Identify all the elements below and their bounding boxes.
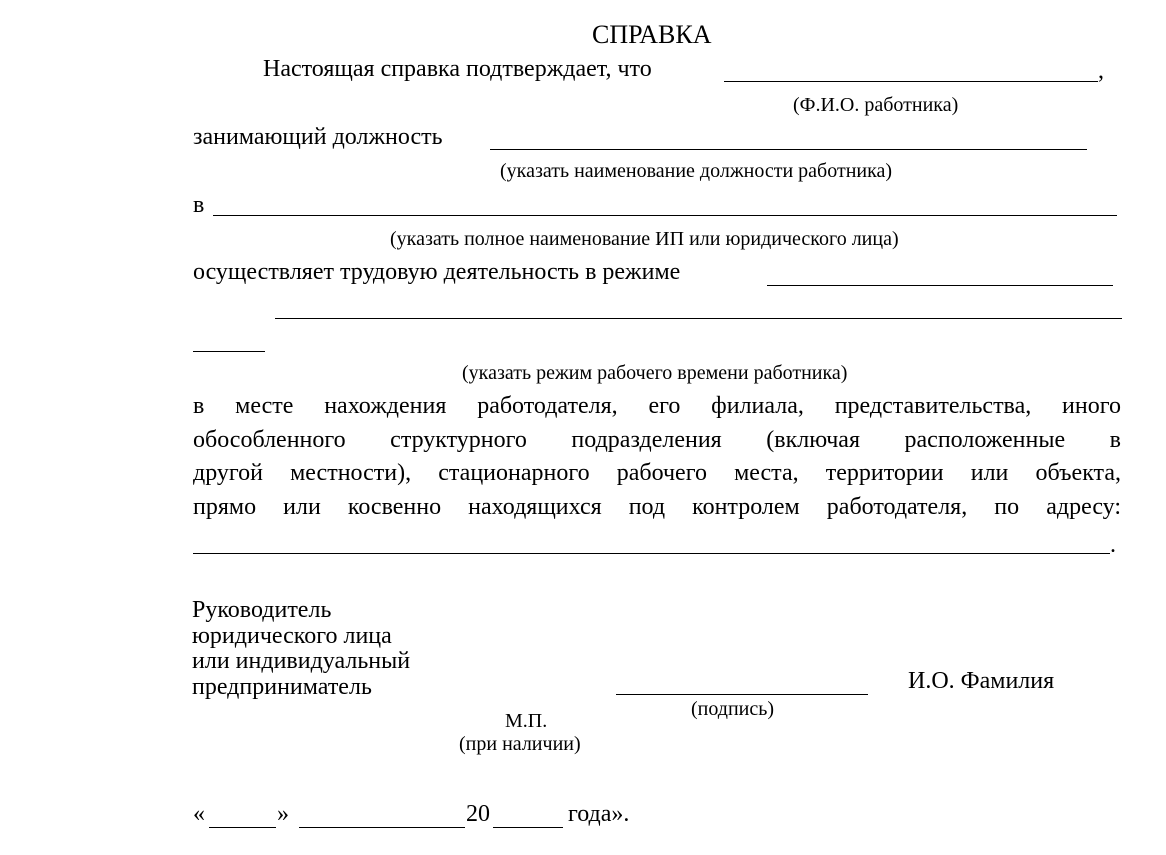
fio-blank-line[interactable] <box>724 81 1098 82</box>
mode-blank-line-1[interactable] <box>767 285 1113 286</box>
signer-line: юридического лица <box>192 622 392 649</box>
fio-hint: (Ф.И.О. работника) <box>793 94 959 116</box>
position-blank-line[interactable] <box>490 149 1087 150</box>
org-hint: (указать полное наименование ИП или юридического лица) <box>390 228 899 250</box>
position-hint: (указать наименование должности работника) <box>500 160 893 182</box>
paragraph-line: в месте нахождения работодателя, его филиала, представительства, иного <box>193 393 1121 419</box>
date-open-quote: « <box>193 801 205 827</box>
paragraph-line: другой местности), стационарного рабочего места, территории или объекта, <box>193 460 1121 486</box>
date-day-blank[interactable] <box>209 827 276 828</box>
org-blank-line[interactable] <box>213 215 1117 216</box>
position-label: занимающий должность <box>193 124 443 150</box>
paragraph-line: прямо или косвенно находящихся под контролем работодателя, по адресу: <box>193 493 1121 520</box>
date-close-quote: » <box>277 801 289 827</box>
date-year-blank[interactable] <box>493 827 563 828</box>
paragraph-line: обособленного структурного подразделения (включая расположенные в <box>193 426 1121 453</box>
signer-title <box>192 598 410 700</box>
signer-line: Руководитель <box>192 597 332 623</box>
document-title: СПРАВКА <box>592 20 712 49</box>
stamp-hint: (при наличии) <box>459 733 581 755</box>
date-year-prefix: 20 <box>466 801 490 827</box>
signer-line: предприниматель <box>192 673 372 700</box>
date-suffix: года». <box>568 801 630 827</box>
org-prefix: в <box>193 192 205 218</box>
fio-comma: , <box>1098 58 1104 84</box>
signature-blank-line[interactable] <box>616 694 868 695</box>
date-month-blank[interactable] <box>299 827 465 828</box>
address-blank-line[interactable] <box>193 553 1110 554</box>
confirm-text: Настоящая справка подтверждает, что <box>263 56 652 82</box>
address-period: . <box>1110 532 1116 558</box>
workplace-paragraph <box>193 390 1121 524</box>
signer-name: И.О. Фамилия <box>908 668 1055 694</box>
signature-hint: (подпись) <box>691 698 775 720</box>
mode-blank-line-2[interactable] <box>275 318 1122 319</box>
signer-line: или индивидуальный <box>192 648 411 674</box>
stamp-label: М.П. <box>505 710 548 732</box>
mode-label: осуществляет трудовую деятельность в режиме <box>193 259 681 285</box>
mode-hint: (указать режим рабочего времени работника) <box>462 362 848 384</box>
mode-blank-line-3[interactable] <box>193 351 265 352</box>
